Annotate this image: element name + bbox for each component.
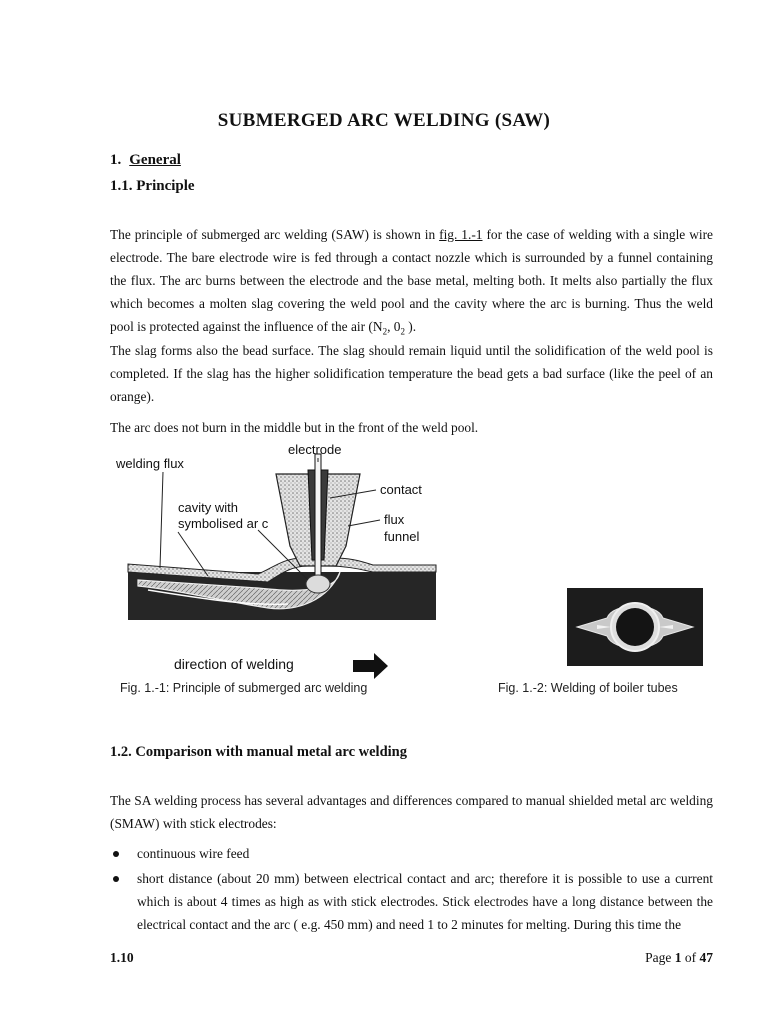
figure-saw-principle <box>108 440 448 680</box>
paragraph-comparison: The SA welding process has several advantages and differences compared to manual shielded metal arc welding (SMAW) with stick electrodes: <box>110 793 713 831</box>
label-electrode: electrode <box>288 442 342 457</box>
tube-bore <box>616 608 654 646</box>
advantages-list <box>110 842 713 938</box>
section-heading-general <box>110 152 181 169</box>
leader-welding-flux <box>160 472 163 568</box>
leader-flux <box>348 520 380 526</box>
document-title: SUBMERGED ARC WELDING (SAW) <box>217 110 551 131</box>
list-item: short distance (about 20 mm) between electrical contact and arc; therefore it is possible to use a current which is about 4 times as high as with stick electrodes. Stick electrodes have a long distance between the electrical contact and the arc ( e.g. 450 mm) and need 1 to 2 minutes for melting. During this time the <box>110 867 713 936</box>
bullet-icon <box>113 876 119 882</box>
boiler-tube-photo <box>567 588 703 666</box>
direction-arrow-icon <box>353 653 388 679</box>
subsection-heading-principle: 1.1. Principle <box>110 178 195 194</box>
figure1-caption: Fig. 1.-1: Principle of submerged arc welding <box>120 681 368 695</box>
footer-section-number: 1.10 <box>110 950 134 965</box>
arc-cavity <box>306 575 330 593</box>
label-funnel: funnel <box>384 529 420 544</box>
bullet-icon <box>113 851 119 857</box>
list-item: continuous wire feed <box>110 842 713 865</box>
label-welding-flux: welding flux <box>116 456 184 471</box>
subsection-heading-comparison: 1.2. Comparison with manual metal arc welding <box>110 744 407 760</box>
section-title: General <box>129 152 181 168</box>
label-direction: direction of welding <box>174 656 294 672</box>
section-number: 1. <box>110 152 122 168</box>
figure2-caption: Fig. 1.-2: Welding of boiler tubes <box>498 681 678 695</box>
figure-link[interactable]: fig. 1.-1 <box>439 227 483 242</box>
paragraph-principle: The principle of submerged arc welding (SAW) is shown in fig. 1.-1 for the case of welding with a single wire electrode. The bare electrode wire is fed through a contact nozzle which is surrounded by a funnel containing the flux. The arc burns between the electrode and the base metal, melting both. It melts also partially the flux which becomes a molten slag covering the weld pool and the cavity where the arc is burning. Thus the weld pool is protected against the influence of the air ($N_2$, $0_2$ ). <box>110 227 713 337</box>
label-contact: contact <box>380 482 422 497</box>
label-cavity-1: cavity with <box>178 500 238 515</box>
figure-boiler-tubes <box>567 588 703 666</box>
paragraph-slag: The slag forms also the bead surface. The slag should remain liquid until the solidification of the weld pool is completed. If the slag has the higher solidification temperature the bead gets a bad surface (like the peel of an orange). <box>110 343 713 404</box>
saw-diagram <box>108 440 448 680</box>
electrode-wire <box>315 454 321 580</box>
paragraph-arc: The arc does not burn in the middle but in the front of the weld pool. <box>110 420 479 435</box>
label-flux: flux <box>384 512 405 527</box>
page-number: Page 1 of 47 <box>645 950 713 965</box>
label-cavity-2: symbolised ar c <box>178 516 269 531</box>
